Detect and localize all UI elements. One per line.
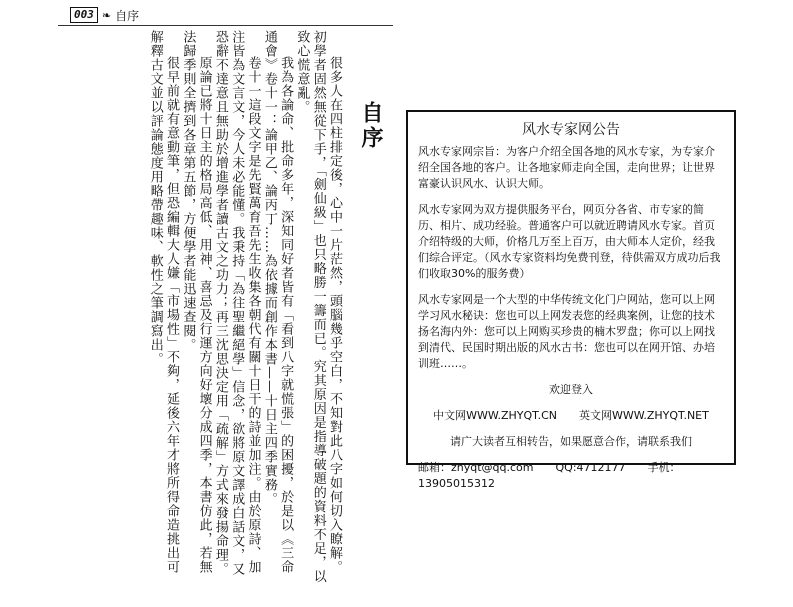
paragraph: 我為各論命、批命多年，深知同好者皆有「看到八字就慌張」的困擾，於是以《三命通會》卷十一：論甲乙、論丙丁……為依據而創作本書——十日主四季實務。 [261, 30, 294, 574]
running-header [70, 7, 139, 23]
notice-paragraph: 风水专家网宗旨：为客户介绍全国各地的风水专家，为专家介绍全国各地的客户。让各地家师走向全国，走向世界；让世界富豪认识风水、认识大师。 [418, 145, 715, 190]
preface-body [62, 30, 342, 585]
paragraph: 很多人在四柱排定後，心中一片茫然，頭腦幾乎空白，不知對此八字如何切入瞭解。初學者固然無從下手，「劍仙級」也只略勝一籌而已。究其原因是指導破題的資料不足，以致心慌意亂。 [294, 30, 342, 584]
section-label: 自序 [115, 8, 140, 23]
welcome-text: 欢迎登入 [549, 383, 593, 396]
page-number: 003 [70, 7, 98, 23]
paragraph: 卷十一這段文字是先賢萬育吾先生收集各朝代有關十日干的詩並加注。由於原詩、加注皆為文言文，今人未必能懂。我秉持「為往聖繼絕學」信念，欲將原文譯成白話文，又恐辭不達意且無助於增進學者讀古文之功力；再三沈思決定用「疏解」方式來發揚命理。 [212, 30, 261, 576]
notice-paragraph: 风水专家网为双方提供服务平台，网页分各省、市专家的简历、相片、成功经验。普通客户可以就近聘请风水专家。首页介绍特级的大师，价格几万至上百万，由大师本人定价，经我们综合评定。（风水专家资料均免费刊登，待供需双方成功后我们收取30%的服务费） [418, 203, 721, 280]
paragraph: 原論已將十日主的格局高低、用神、喜忌及行運方向好壞分成四季，本書仿此，若無法歸季則全擠到各章第五節，方便學者能迅速查閱。 [180, 30, 212, 574]
notice-title: 风水专家网公告 [522, 122, 620, 138]
website-links: 中文网WWW.ZHYQT.CN 英文网WWW.ZHYQT.NET [433, 409, 709, 422]
paragraph: 很早前就有意動筆，但恐編輯大人嫌「市場性」不夠，延後六年才將所得命造挑出可解釋古文並以評論態度用略帶趣味、軟性之筆調寫出。 [147, 30, 180, 574]
page-title: 自序 [358, 101, 384, 151]
header-rule [58, 25, 393, 26]
notice-paragraph: 风水专家网是一个大型的中华传统文化门户网站，您可以上网学习风水秘诀：您也可以上网发表您的经典案例，让您的技术扬名海内外：您可以上网购买珍贵的楠木罗盘；你可以上网找到清代、民国时期出版的风水古书：您也可以在网开馆、办培训班……。 [418, 293, 715, 370]
contact-info: 邮箱：zhyqt@qq.com QQ:4712177 手机：13905015312 [418, 461, 681, 490]
ornament-icon: ❧ [101, 8, 112, 22]
request-text: 请广大读者互相转告，如果愿意合作，请联系我们 [450, 435, 692, 448]
notice-box [406, 110, 736, 490]
